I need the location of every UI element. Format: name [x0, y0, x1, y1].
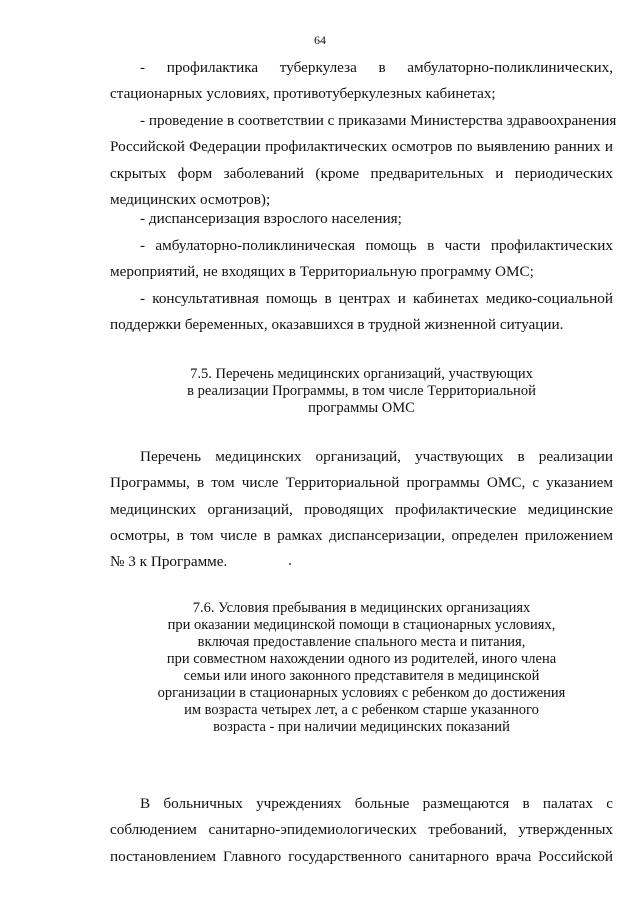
list-item-line: - диспансеризация взрослого населения;: [140, 210, 402, 227]
list-item-line: - амбулаторно-поликлиническая помощь в части профилактических: [140, 237, 613, 254]
heading-line: организации в стационарных условиях с ребенком до достижения: [157, 685, 566, 701]
paragraph-line: Программы, в том числе Территориальной программы ОМС, с указанием: [110, 474, 613, 492]
list-item: [110, 206, 613, 232]
list-item-line: поддержки беременных, оказавшихся в трудной жизненной ситуации.: [110, 316, 564, 334]
heading-line: 7.5. Перечень медицинских организаций, участвующих: [190, 366, 533, 382]
list-item-line: скрытых форм заболеваний (кроме предварительных и периодических: [110, 164, 613, 182]
heading-line: в реализации Программы, в том числе Территориальной: [187, 383, 536, 399]
list-item-line: - консультативная помощь в центрах и кабинетах медико-социальной: [140, 290, 613, 307]
list-item-line: мероприятий, не входящих в Территориальную программу ОМС;: [110, 263, 534, 281]
paragraph-line: осмотры, в том числе в рамках диспансеризации, определен приложением: [110, 526, 613, 544]
section-heading-7-6: [110, 600, 613, 736]
scan-speck: [289, 563, 291, 565]
list-item-line: стационарных условиях, противотуберкулезных кабинетах;: [110, 85, 496, 103]
heading-line: программы ОМС: [308, 400, 415, 416]
list-item-line: - профилактика туберкулеза в амбулаторно-поликлинических,: [140, 59, 613, 76]
section-7-5-paragraph: [110, 444, 613, 575]
heading-line: 7.6. Условия пребывания в медицинских организациях: [192, 600, 531, 616]
heading-line: при совместном нахождении одного из родителей, иного члена: [166, 651, 557, 667]
heading-line: им возраста четырех лет, а с ребенком старше указанного: [184, 702, 539, 718]
list-item: [110, 233, 613, 286]
paragraph-line: В больничных учреждениях больные размещаются в палатах с: [140, 795, 613, 812]
paragraph-line: № 3 к Программе.: [110, 553, 228, 571]
paragraph-line: соблюдением санитарно-эпидемиологических требований, утвержденных: [110, 821, 613, 839]
section-7-6-paragraph: [110, 791, 613, 870]
heading-line: семьи или иного законного представителя в медицинской: [183, 668, 540, 684]
list-item-line: Российской Федерации профилактических осмотров по выявлению ранних и: [110, 138, 613, 156]
list-item: [110, 108, 617, 213]
paragraph-line: Перечень медицинских организаций, участвующих в реализации: [140, 448, 613, 465]
list-item-line: медицинских осмотров);: [110, 190, 271, 208]
paragraph-line: постановлением Главного государственного санитарного врача Российской: [110, 847, 613, 865]
list-item-line: - проведение в соответствии с приказами Министерства здравоохранения: [140, 112, 617, 129]
heading-line: возраста - при наличии медицинских показаний: [213, 719, 510, 735]
paragraph-line: медицинских организаций, проводящих профилактические медицинские: [110, 500, 613, 518]
page-number: 64: [314, 33, 326, 47]
list-item: [110, 55, 613, 108]
section-heading-7-5: [110, 366, 613, 417]
heading-line: включая предоставление спального места и питания,: [197, 634, 526, 650]
list-item: [110, 286, 613, 339]
heading-line: при оказании медицинской помощи в стационарных условиях,: [167, 617, 556, 633]
